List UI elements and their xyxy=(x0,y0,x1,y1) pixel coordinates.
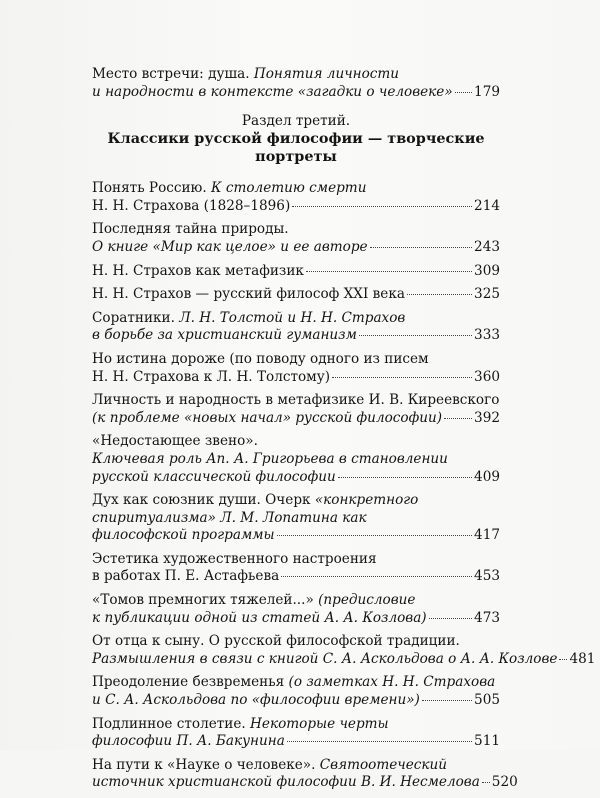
entry-text-wrap xyxy=(92,757,447,773)
entry-text-italic: О книге «Мир как целое» и ее авторе xyxy=(92,238,368,255)
entry-text-italic: и С. А. Аскольдова по «философии времени») xyxy=(92,692,420,709)
entry-text: Преодоление безвременья xyxy=(92,674,289,691)
dot-leader xyxy=(407,294,472,295)
entry-text-wrap xyxy=(92,239,368,257)
toc-entry xyxy=(92,492,500,545)
section-label: Раздел третий. xyxy=(241,113,351,130)
entry-text-wrap xyxy=(92,180,366,196)
entry-text-italic: философии П. А. Бакунина xyxy=(92,733,285,750)
toc-entry xyxy=(92,674,500,709)
entry-text-wrap xyxy=(92,451,448,467)
entry-text-wrap xyxy=(92,221,289,237)
page-number: 179 xyxy=(474,83,500,100)
entry-text-wrap xyxy=(92,716,389,732)
entry-line xyxy=(92,410,500,428)
dot-leader xyxy=(359,335,472,336)
entry-text-italic: (предисловие xyxy=(318,592,416,609)
entry-line xyxy=(92,716,500,734)
entry-text-italic: (к проблеме «новых начал» русской философии) xyxy=(92,409,443,426)
entry-text-wrap xyxy=(92,674,495,690)
table-of-contents xyxy=(92,66,596,798)
page-number: 309 xyxy=(474,262,500,279)
entry-text-italic: «конкретного xyxy=(314,492,419,509)
entry-text-wrap xyxy=(92,551,377,567)
page-number: 392 xyxy=(474,409,500,426)
page-number: 511 xyxy=(474,733,500,750)
entry-text-italic: в борьбе за христианский гуманизм xyxy=(92,327,357,344)
entry-text-wrap xyxy=(92,651,557,669)
dot-leader xyxy=(277,535,472,536)
entry-text-wrap xyxy=(92,286,405,304)
entry-text-italic: к публикации одной из статей А. А. Козлова) xyxy=(92,609,427,626)
entry-text-italic: (о заметках Н. Н. Страхова xyxy=(288,674,496,691)
toc-entry xyxy=(92,286,500,304)
entry-text: Н. Н. Страхова к Л. Н. Толстому) xyxy=(92,368,331,385)
entry-line xyxy=(92,239,500,257)
entry-text-wrap xyxy=(92,492,418,508)
entry-text-wrap xyxy=(92,633,460,649)
entry-line xyxy=(92,180,500,198)
page-number: 417 xyxy=(474,527,500,544)
entry-line xyxy=(92,369,500,387)
toc-entry xyxy=(92,433,500,486)
entry-text: в работах П. Е. Астафьева xyxy=(92,568,280,585)
page-number: 453 xyxy=(474,568,500,585)
entry-text-italic: философской программы xyxy=(92,527,275,544)
entry-text: Личность и народность в метафизике И. В. Киреевского xyxy=(92,392,500,409)
entry-text-wrap xyxy=(92,510,367,526)
entry-line xyxy=(92,510,500,528)
entry-text-wrap xyxy=(92,263,304,281)
page-number: 505 xyxy=(474,692,500,709)
page-number: 481 xyxy=(569,650,596,667)
entry-line xyxy=(92,757,500,775)
page-number: 214 xyxy=(474,197,500,214)
entry-text-italic: и народности в контексте «загадки о человеке» xyxy=(92,83,453,100)
entry-text: Подлинное столетие. xyxy=(92,715,251,732)
page-number: 243 xyxy=(474,238,500,255)
entry-text-wrap xyxy=(92,774,480,792)
entry-text-wrap xyxy=(92,469,336,487)
entry-line xyxy=(92,610,500,628)
dot-leader xyxy=(306,271,472,272)
entry-line xyxy=(92,392,500,410)
entry-text: Эстетика художественного настроения xyxy=(92,550,377,567)
entry-text-wrap xyxy=(92,369,330,387)
entry-text-wrap xyxy=(92,410,442,428)
page-number: 473 xyxy=(474,609,500,626)
dot-leader xyxy=(338,477,472,478)
entry-text-italic: Святоотеческий xyxy=(319,756,447,773)
entry-line xyxy=(92,633,500,651)
toc-entry xyxy=(92,633,596,668)
entry-text-wrap xyxy=(92,568,279,586)
dot-leader xyxy=(332,377,472,378)
entry-line xyxy=(92,310,500,328)
entry-text: На пути к «Науке о человеке». xyxy=(92,756,320,773)
entry-text: Место встречи: душа. xyxy=(92,66,254,82)
entry-text: Н. Н. Страхова (1828–1896) xyxy=(92,197,291,214)
toc-entry xyxy=(92,756,518,792)
entry-text: Последняя тайна природы. xyxy=(92,221,289,238)
toc-entry xyxy=(92,592,500,627)
entry-text-italic: Л. Н. Толстой и Н. Н. Страхов xyxy=(179,309,406,326)
entry-text-wrap xyxy=(92,327,357,345)
entry-text: «Томов премногих тяжелей...» xyxy=(92,592,319,609)
entry-line xyxy=(92,327,500,345)
page-number: 360 xyxy=(474,368,500,385)
page-number: 409 xyxy=(474,468,500,485)
entry-text-wrap xyxy=(92,310,405,326)
dot-leader xyxy=(559,659,567,660)
dot-leader xyxy=(287,741,472,742)
entry-text-wrap xyxy=(92,733,285,751)
toc-entry xyxy=(92,221,500,256)
dot-leader xyxy=(455,92,472,93)
entry-text-italic: Ключевая роль Ап. А. Григорьева в становлении xyxy=(92,450,448,467)
dot-leader xyxy=(370,247,472,248)
entry-text-wrap xyxy=(92,433,258,449)
entry-line xyxy=(92,551,500,569)
entry-text: Но истина дороже (по поводу одного из писем xyxy=(92,350,429,367)
section-heading xyxy=(92,113,500,166)
entry-text: «Недостающее звено». xyxy=(92,433,258,450)
entry-line xyxy=(92,221,500,239)
toc-entry xyxy=(92,551,500,586)
toc-entry xyxy=(92,66,500,101)
entry-text-italic: спиритуализма» Л. М. Лопатина как xyxy=(92,509,367,526)
entry-text: Понять Россию. xyxy=(92,180,212,197)
entry-line xyxy=(92,492,500,510)
entry-text-italic: источник христианской философии В. И. Несмелова xyxy=(92,774,480,791)
entry-line xyxy=(92,568,500,586)
entry-text-wrap xyxy=(92,198,290,216)
entry-text-italic: русской классической философии xyxy=(92,468,336,485)
entry-text: Соратники. xyxy=(92,309,180,326)
entry-text-italic: Размышления в связи с книгой С. А. Аскольдова о А. А. Козлове xyxy=(92,650,558,667)
entry-text: Н. Н. Страхов как метафизик xyxy=(92,262,304,279)
dot-leader xyxy=(444,418,472,419)
entry-line xyxy=(92,433,500,451)
dot-leader xyxy=(292,206,472,207)
entry-text: Н. Н. Страхов — русский философ XXI века xyxy=(92,286,405,303)
entry-text-wrap xyxy=(92,692,420,710)
entry-text-wrap xyxy=(92,351,429,367)
entry-text: От отца к сыну. О русской философской традиции. xyxy=(92,633,460,650)
entry-line xyxy=(92,692,500,710)
toc-entries xyxy=(92,180,596,792)
entry-text-wrap xyxy=(92,592,415,608)
entry-line xyxy=(92,286,500,304)
page-number: 333 xyxy=(474,327,500,344)
entry-text-wrap xyxy=(92,610,427,628)
toc-entry xyxy=(92,180,500,215)
entry-line xyxy=(92,263,500,281)
entry-line xyxy=(92,527,500,545)
entry-text-italic: К столетию смерти xyxy=(211,180,367,197)
dot-leader xyxy=(422,700,472,701)
entry-line xyxy=(92,674,500,692)
entry-line xyxy=(92,198,500,216)
page-number: 520 xyxy=(491,774,518,791)
entry-text-wrap xyxy=(92,392,499,408)
entry-line xyxy=(92,650,596,669)
entry-line xyxy=(92,66,500,84)
entry-line xyxy=(92,774,518,792)
toc-entry xyxy=(92,351,500,386)
toc-entry xyxy=(92,392,500,427)
entry-line xyxy=(92,469,500,487)
entry-text-italic: Некоторые черты xyxy=(250,715,389,732)
toc-entry xyxy=(92,263,500,281)
entry-line xyxy=(92,592,500,610)
dot-leader xyxy=(429,618,472,619)
dot-leader xyxy=(482,782,490,783)
entry-line xyxy=(92,84,500,102)
entry-text: Дух как союзник души. Очерк xyxy=(92,492,315,509)
dot-leader xyxy=(281,576,472,577)
section-title: Классики русской философии — творческие портреты xyxy=(107,130,485,166)
entry-line xyxy=(92,733,500,751)
entry-text-italic: Понятия личности xyxy=(253,66,400,82)
entry-line xyxy=(92,451,500,469)
entry-line xyxy=(92,351,500,369)
toc-entry xyxy=(92,716,500,751)
toc-entry xyxy=(92,310,500,345)
entry-text-wrap xyxy=(92,527,275,545)
page-number: 325 xyxy=(474,286,500,303)
